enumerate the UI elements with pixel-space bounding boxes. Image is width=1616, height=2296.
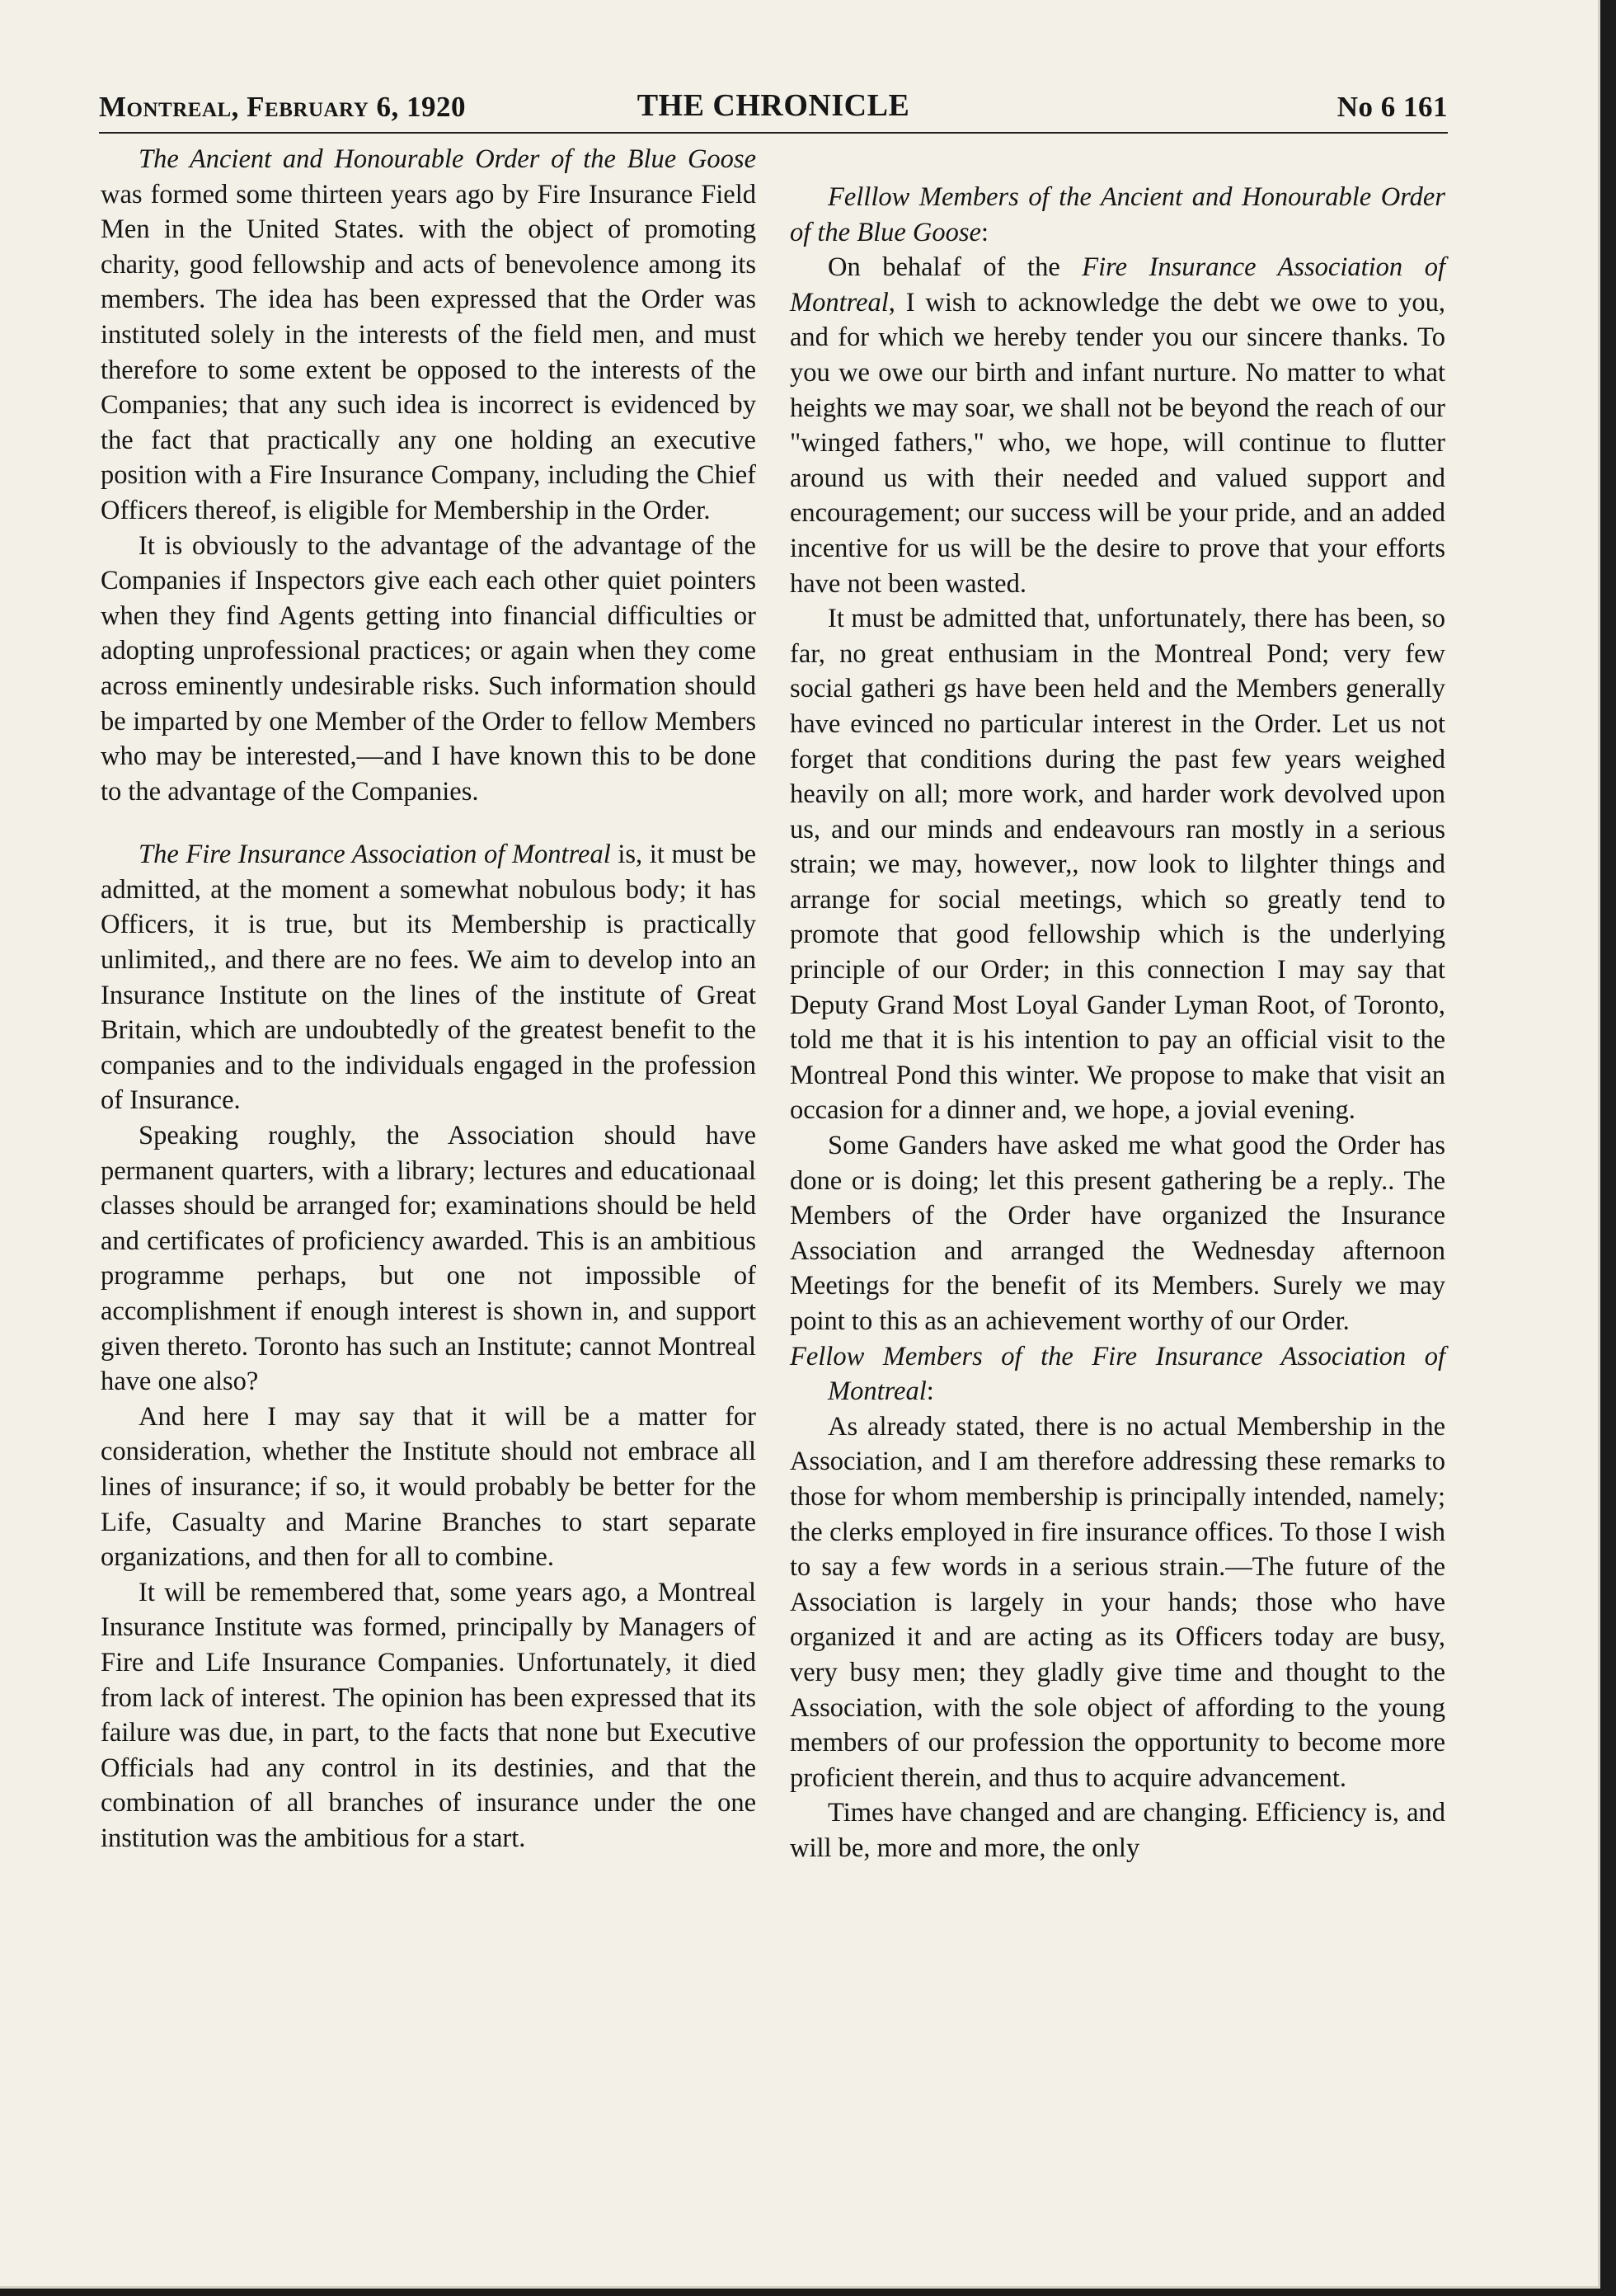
paragraph-text: , I wish to acknowledge the debt we owe to you, and for which we hereby tender you our sincere thanks. To you we owe our birth and infant nurture. No matter to what heights we may soar, we shall not be beyond the reach of our "winged fathers," who, we hope, will continue to flutter around us with their needed and valued support and encouragement; our success will be your pride, and an added incentive for us will be the desire to prove that your efforts have not been wasted. [790, 287, 1445, 599]
paragraph [101, 142, 756, 529]
header-rule [99, 132, 1448, 134]
salutation-text: Felllow Members of the Ancient and Honourable Order of the Blue Goose [790, 182, 1445, 247]
paragraph-text: is, it must be admitted, at the moment a somewhat nobulous body; it has Officers, it is true, but its Membership is practically unlimited,, and there are no fees. We aim to develop into an Insurance Institute on the lines of the institute of Great Britain, which are undoubtedly of the greatest benefit to the companies and to the individuals engaged in the profession of Insurance. [101, 840, 756, 1116]
header-issue-page: No 6 161 [1336, 91, 1448, 123]
paragraph: As already stated, there is no actual Membership in the Association, and I am therefore addressing these remarks to those for whom membership is principally intended, namely; the clerks employed in fire insurance offices. To those I wish to say a few words in a serious strain.—The future of the Association is largely in your hands; those who have organized it and are acting as its Officers today are busy, very busy men; they gladly give time and thought to the Association, with the sole object of affording to the young members of our profession the opportunity to become more proficient therein, and thus to acquire advancement. [790, 1411, 1445, 1793]
salutation [790, 1339, 1445, 1409]
salutation [790, 180, 1445, 250]
salutation-text: Fellow Members of the Fire Insurance Association of Montreal [790, 1341, 1445, 1407]
paragraph [101, 837, 756, 1118]
page-header [99, 87, 1448, 129]
paragraph [790, 250, 1445, 601]
paragraph: It must be admitted that, unfortunately, there has been, so far, no great enthusiam in the Montreal Pond; very few social gatheri gs have been held and the Members generally have evinced no particular interest in the Order. Let us not forget that conditions during the past few years weighed heavily on all; more work, and harder work devolved upon us, and our minds and endeavours ran mostly in a serious strain; we may, however,, now look to lilghter things and arrange for social meetings, which so greatly tend to promote that good fellowship which is the underlying principle of our Order; in this connection I may say that Deputy Grand Most Loyal Gander Lyman Root, of Toronto, told me that it is his intention to pay an official visit to the Montreal Pond this winter. We propose to make that visit an occasion for a dinner and, we hope, a jovial evening. [790, 604, 1445, 1126]
italic-title: The Fire Insurance Association of Montreal [139, 840, 611, 870]
paragraph: It will be remembered that, some years ago, a Montreal Insurance Institute was formed, principally by Managers of Fire and Life Insurance Companies. Unfortunately, it died from lack of interest. The opinion has been expressed that its failure was due, in part, to the facts that none but Executive Officials had any control in its destinies, and that the combination of all branches of insurance under the one institution was the ambitious for a start. [101, 1577, 756, 1853]
paragraph-text: was formed some thirteen years ago by Fire Insurance Field Men in the United States. with the object of promoting charity, good fellowship and acts of benevolence among its members. The idea has been expressed that the Order was instituted solely in the interests of the field men, and must therefore to some extent be opposed to the interests of the Companies; that any such idea is incorrect is evidenced by the fact that practically any one holding an executive position with a Fire Insurance Company, including the Chief Officers thereof, is eligible for Membership in the Order. [101, 179, 756, 525]
paragraph: Some Ganders have asked me what good the Order has done or is doing; let this present gathering be a reply.. The Members of the Order have organized the Insurance Association and arranged the Wednesday afternoon Meetings for the benefit of its Members. Surely we may point to this as an achievement worthy of our Order. [790, 1131, 1445, 1336]
paragraph: And here I may say that it will be a matter for consideration, whether the Institute should not embrace all lines of insurance; if so, it would probably be better for the Life, Casualty and Marine Branches to start separate organizations, and then for all to combine. [101, 1401, 756, 1573]
salutation-colon: : [980, 217, 989, 247]
paragraph-text: On behalaf of the [828, 252, 1083, 283]
header-publication-title: THE CHRONICLE [637, 88, 910, 123]
italic-title: Fire Insurance Association of Montreal [790, 252, 1445, 318]
paragraph: Times have changed and are changing. Efficiency is, and will be, more and more, the only [790, 1798, 1445, 1863]
right-column [790, 180, 1445, 1866]
left-column [101, 142, 756, 1856]
italic-title: The Ancient and Honourable Order of the Blue Goose [139, 144, 756, 174]
salutation-colon: : [926, 1376, 934, 1407]
paragraph: It is obviously to the advantage of the advantage of the Companies if Inspectors give each each other quiet pointers when they find Agents getting into financial difficulties or adopting unprofessional practices; or again when they come across eminently undesirable risks. Such information should be imparted by one Member of the Order to fellow Members who may be interested,—and I have known this to be done to the advantage of the Companies. [101, 530, 756, 807]
header-dateline: Montreal, February 6, 1920 [99, 91, 467, 123]
paragraph: Speaking roughly, the Association should have permanent quarters, with a library; lectures and educationaal classes should be arranged for; examinations should be held and certificates of proficiency awarded. This is an ambitious programme perhaps, but one not impossible of accomplishment if enough interest is shown in, and support given thereto. Toronto has such an Institute; cannot Montreal have one also? [101, 1121, 756, 1397]
